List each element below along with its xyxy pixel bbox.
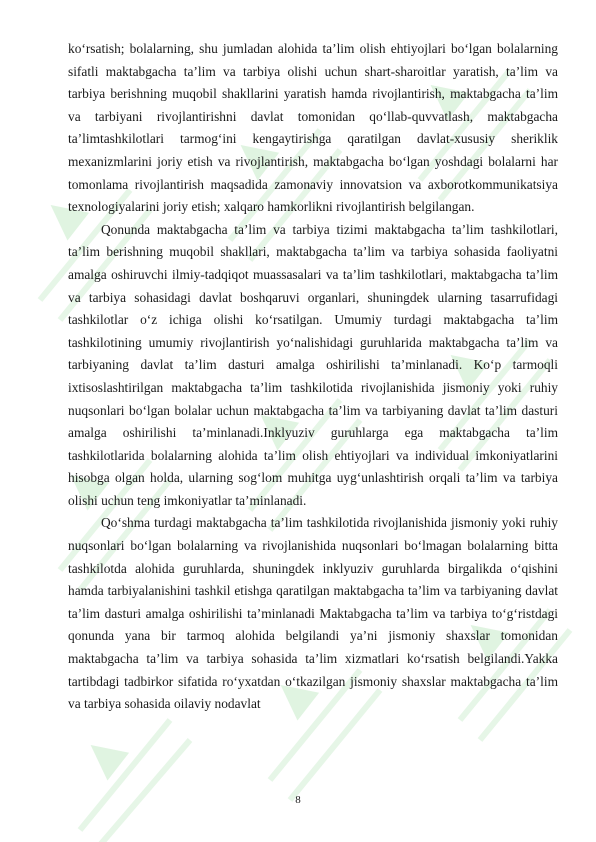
watermark-mark: ▲: [17, 169, 107, 259]
document-body: [68, 38, 558, 716]
watermark-mark: ▲: [417, 319, 507, 409]
watermark-mark: ▲: [227, 379, 317, 469]
watermark-mark: ▲: [247, 649, 337, 739]
page-number: 8: [295, 794, 301, 806]
paragraph-continued: ko‘rsatish; bolalarning, shu jumladan alohida ta’lim olish ehtiyojlari bo‘lgan bolalarning sifatli maktabgacha ta’lim va tarbiya olishi uchun shart-sharoitlar yaratish, ta’lim va tarbiya berishning muqobil shakllarini yaratish hamda rivojlantirish, maktabgacha ta’lim va tarbiyani rivojlantirishni davlat tomonidan qo‘llab-quvvatlash, maktabgacha ta’limtashkilotlari tarmog‘ini kengaytirishga qaratilgan davlat-xususiy sheriklik mexanizmlarini joriy etish va rivojlantirish, maktabgacha bo‘lgan yoshdagi bolalarni har tomonlama rivojlantirish maqsadida zamonaviy innovatsion va axborotkommunikatsiya texnologiyalarini joriy etish; xalqaro hamkorlikni rivojlantirish belgilangan.: [68, 41, 558, 215]
watermark-mark: ▲: [397, 49, 487, 139]
paragraph-qonunda: Qonunda maktabgacha ta’lim va tarbiya tizimi maktabgacha ta’lim tashkilotlari, ta’lim berishning muqobil shakllari, maktabgacha ta’lim va tarbiya sohasida faoliyatni amalga oshiruvchi ilmiy-tadqiqot muassasalari va ta’lim tashkilotlari, maktabgacha ta’lim va tarbiya sohasidagi davlat boshqaruvi organlari, shuningdek ularning tasarrufidagi tashkilotlar o‘z ichiga olishi ko‘rsatilgan. Umumiy turdagi maktabgacha ta’lim tashkilotining umumiy rivojlantirish yo‘nalishidagi guruhlarida maktabgacha ta’lim va tarbiyaning davlat ta’lim dasturi amalga oshirilishi ta’minlanadi. Ko‘p tarmoqli ixtisoslashtirilgan maktabgacha ta’lim tashkilotida rivojlanishida jismoniy yoki ruhiy nuqsonlari bo‘lgan bolalar uchun maktabgacha ta’lim va tarbiyaning davlat ta’lim dasturi amalga oshirilishi ta’minlanadi.Inklyuziv guruhlarga ega maktabgacha ta’lim tashkilotlarida bolalarning alohida ta’lim olish ehtiyojlari va individual imkoniyatlarini hisobga olgan holda, ularning sog‘lom muhitga uyg‘unlashtirish orqali ta’lim va tarbiya olishi uchun teng imkoniyatlar ta’minlanadi.: [68, 221, 558, 508]
watermark-mark: ▲: [37, 439, 127, 529]
watermark-mark: ▲: [207, 109, 297, 199]
paragraph-qoshma-turdagi: Qo‘shma turdagi maktabgacha ta’lim tashkilotida rivojlanishida jismoniy yoki ruhiy nuqsonlari bo‘lgan bolalarning va rivojlanishida nuqsonlari bo‘lmagan bolalarning bitta tashkilotda alohida guruhlarda, shuningdek inklyuziv guruhlarda birgalikda o‘qishini hamda tarbiyalanishini tashkil etishga qaratilgan maktabgacha ta’lim va tarbiyaning davlat ta’lim dasturi amalga oshirilishi ta’minlanadi Maktabgacha ta’lim va tarbiya to‘g‘ristdagi qonunda yana bir tarmoq alohida belgilandi ya’ni jismoniy shaxslar tomonidan maktabgacha ta’lim va tarbiya sohasida ta’lim xizmatlari ko‘rsatish belgilandi.Yakka tartibdagi tadbirkor sifatida ro‘yxatdan o‘tkazilgan jismoniy shaxslar maktabgacha ta’lim va tarbiya sohasida oilaviy nodavlat: [68, 515, 558, 712]
watermark-mark: ▲: [437, 589, 527, 679]
watermark-mark: ▲: [57, 709, 147, 799]
